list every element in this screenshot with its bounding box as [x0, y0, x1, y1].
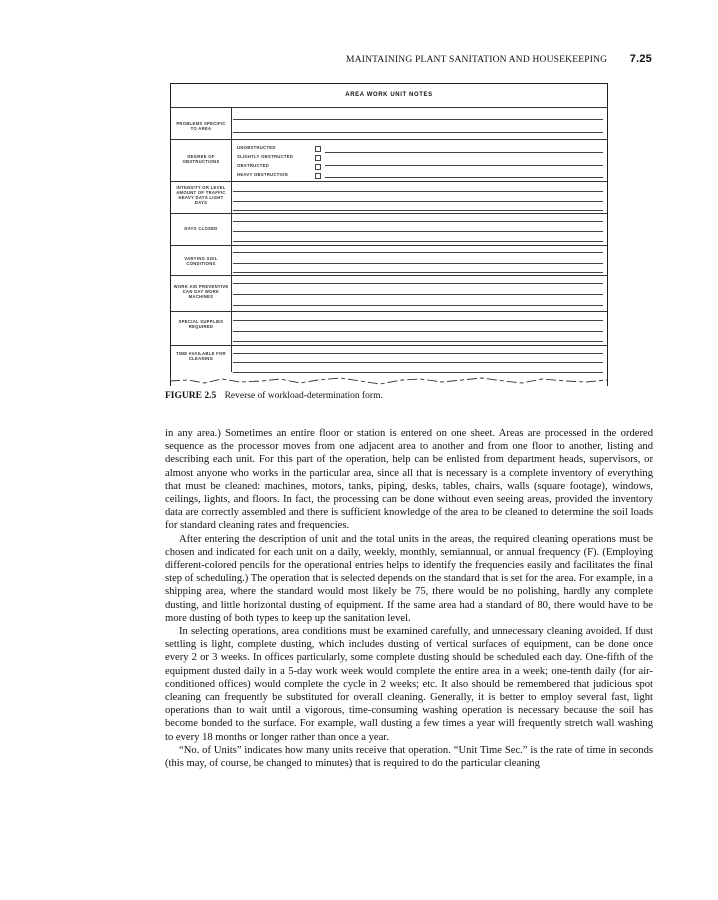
entry-line	[233, 341, 603, 342]
obstruction-option: OBSTRUCTED	[237, 163, 270, 168]
torn-edge	[170, 372, 607, 388]
entry-line	[233, 119, 603, 120]
entry-line	[325, 177, 603, 178]
paragraph: “No. of Units” indicates how many units receive that operation. “Unit Time Sec.” is the rate of time in seconds (this may, of course, be changed to minutes) that is required to do the particular cleaning	[165, 744, 653, 770]
entry-line	[325, 152, 603, 153]
entry-line	[233, 201, 603, 202]
obstruction-option: HEAVY OBSTRUCTION	[237, 172, 289, 177]
entry-line	[325, 165, 603, 166]
entry-line	[233, 272, 603, 273]
entry-line	[233, 191, 603, 192]
section-label: TIME AVAILABLE FOR CLEANING	[176, 351, 226, 361]
section-label: DAYS CLOSED	[184, 226, 218, 231]
section-label: PROBLEMS SPECIFIC TO AREA	[176, 121, 226, 131]
section-label: WORK AID PREVENTIVE CAN DAY WORK MACHINES	[173, 284, 229, 299]
paragraph: In selecting operations, area conditions must be examined carefully, and unnecessary cleaning avoided. If dust settling is light, complete dusting, which includes dusting of vertical surfaces of equipment, can be done once every 2 or 3 weeks. In offices particularly, some complete dusting should be scheduled each day. One-fifth of the equipment dusted daily in a 5-day work week would complete the entire area in a week; one-tenth daily (for air-conditioned offices) would complete the cycle in 2 weeks; etc. It also should be remembered that judicious spot cleaning can frequently be substituted for overall cleaning. Generally, it is better to employ several fast, light operations than to wait until a vigorous, time-consuming washing operation is necessary because the soil has become bonded to the surface. For example, wall dusting a few times a year will frequently stretch wall washing to every 18 months or longer rather than once a year.	[165, 626, 653, 743]
obstruction-checkbox	[315, 146, 321, 152]
paragraph: in any area.) Sometimes an entire floor or station is entered on one sheet. Areas are processed in the ordered sequence as the processor moves from one adjacent area to another and from one floor to another, listing and describing each unit. For this part of the operation, help can be enlisted from department heads, supervisors, or almost anyone who works in the particular area, since all that is necessary is a complete inventory of everything that must be cleaned: machines, motors, tanks, piping, desks, tables, chairs, walls (square footage), windows, ceilings, lights, and floors. In fact, the processing can be done without even seeing areas, provided the inventory data are correctly assembled and there is sufficient knowledge of the area to be cleaned to determine the soil loads for standard cleaning rates and frequencies.	[165, 428, 653, 532]
entry-line	[233, 252, 603, 253]
page-number: 7.25	[629, 53, 652, 65]
section-label: SPECIAL SUPPLIES REQUIRED	[178, 319, 224, 329]
section-time-available	[171, 345, 607, 374]
entry-line	[233, 263, 603, 264]
running-head	[0, 53, 652, 65]
entry-line	[233, 210, 603, 211]
obstruction-option: UNOBSTRUCTED	[237, 145, 276, 150]
entry-line	[233, 221, 603, 222]
area-work-unit-notes-form	[170, 83, 608, 386]
section-label: VARYING SOIL CONDITIONS	[184, 256, 218, 266]
body-text	[165, 427, 653, 770]
figure-caption	[165, 391, 383, 401]
caption-text: Reverse of workload-determination form.	[224, 391, 383, 401]
entry-line	[233, 132, 603, 133]
section-days-closed	[171, 213, 607, 244]
entry-line	[233, 362, 603, 363]
section-traffic	[171, 181, 607, 212]
entry-line	[233, 241, 603, 242]
section-soil-conditions	[171, 245, 607, 274]
running-title: MAINTAINING PLANT SANITATION AND HOUSEKEEPING	[346, 55, 608, 65]
entry-line	[233, 331, 603, 332]
paragraph: After entering the description of unit and the total units in the areas, the required cleaning operations must be chosen and indicated for each unit on a daily, weekly, monthly, semiannual, or annual frequency (F). (Employing different-colored pencils for the operational entries helps to identify the frequencies easily and facilitates the final step of scheduling.) The operation that is selected depends on the standard that is set for the area. For example, in a shipping area, where the standard would most likely be 75, there would be no polishing, hardly any complete dusting, and little horizontal dusting of equipment. If the same area had a standard of 80, there would have to be more dusting of both types to keep up the sanitation level.	[165, 533, 653, 624]
entry-line	[233, 294, 603, 295]
entry-line	[233, 353, 603, 354]
section-label: DEGREE OF OBSTRUCTIONS	[182, 154, 220, 164]
obstruction-option: SLIGHTLY OBSTRUCTED	[237, 154, 294, 159]
form-title: AREA WORK UNIT NOTES	[345, 92, 433, 98]
section-problems	[171, 107, 607, 138]
entry-line	[233, 231, 603, 232]
obstruction-checkbox	[315, 155, 321, 161]
section-obstructions	[171, 139, 607, 180]
figure-label: FIGURE 2.5	[165, 391, 217, 401]
entry-line	[233, 305, 603, 306]
section-label: INTENSITY OR LEVEL AMOUNT OF TRAFFIC HEAVY DAYS LIGHT DAYS	[176, 185, 226, 205]
obstruction-checkbox	[315, 173, 321, 179]
section-special-supplies	[171, 311, 607, 344]
obstruction-checkbox	[315, 164, 321, 170]
section-work-aid	[171, 275, 607, 310]
entry-line	[233, 320, 603, 321]
entry-line	[233, 283, 603, 284]
